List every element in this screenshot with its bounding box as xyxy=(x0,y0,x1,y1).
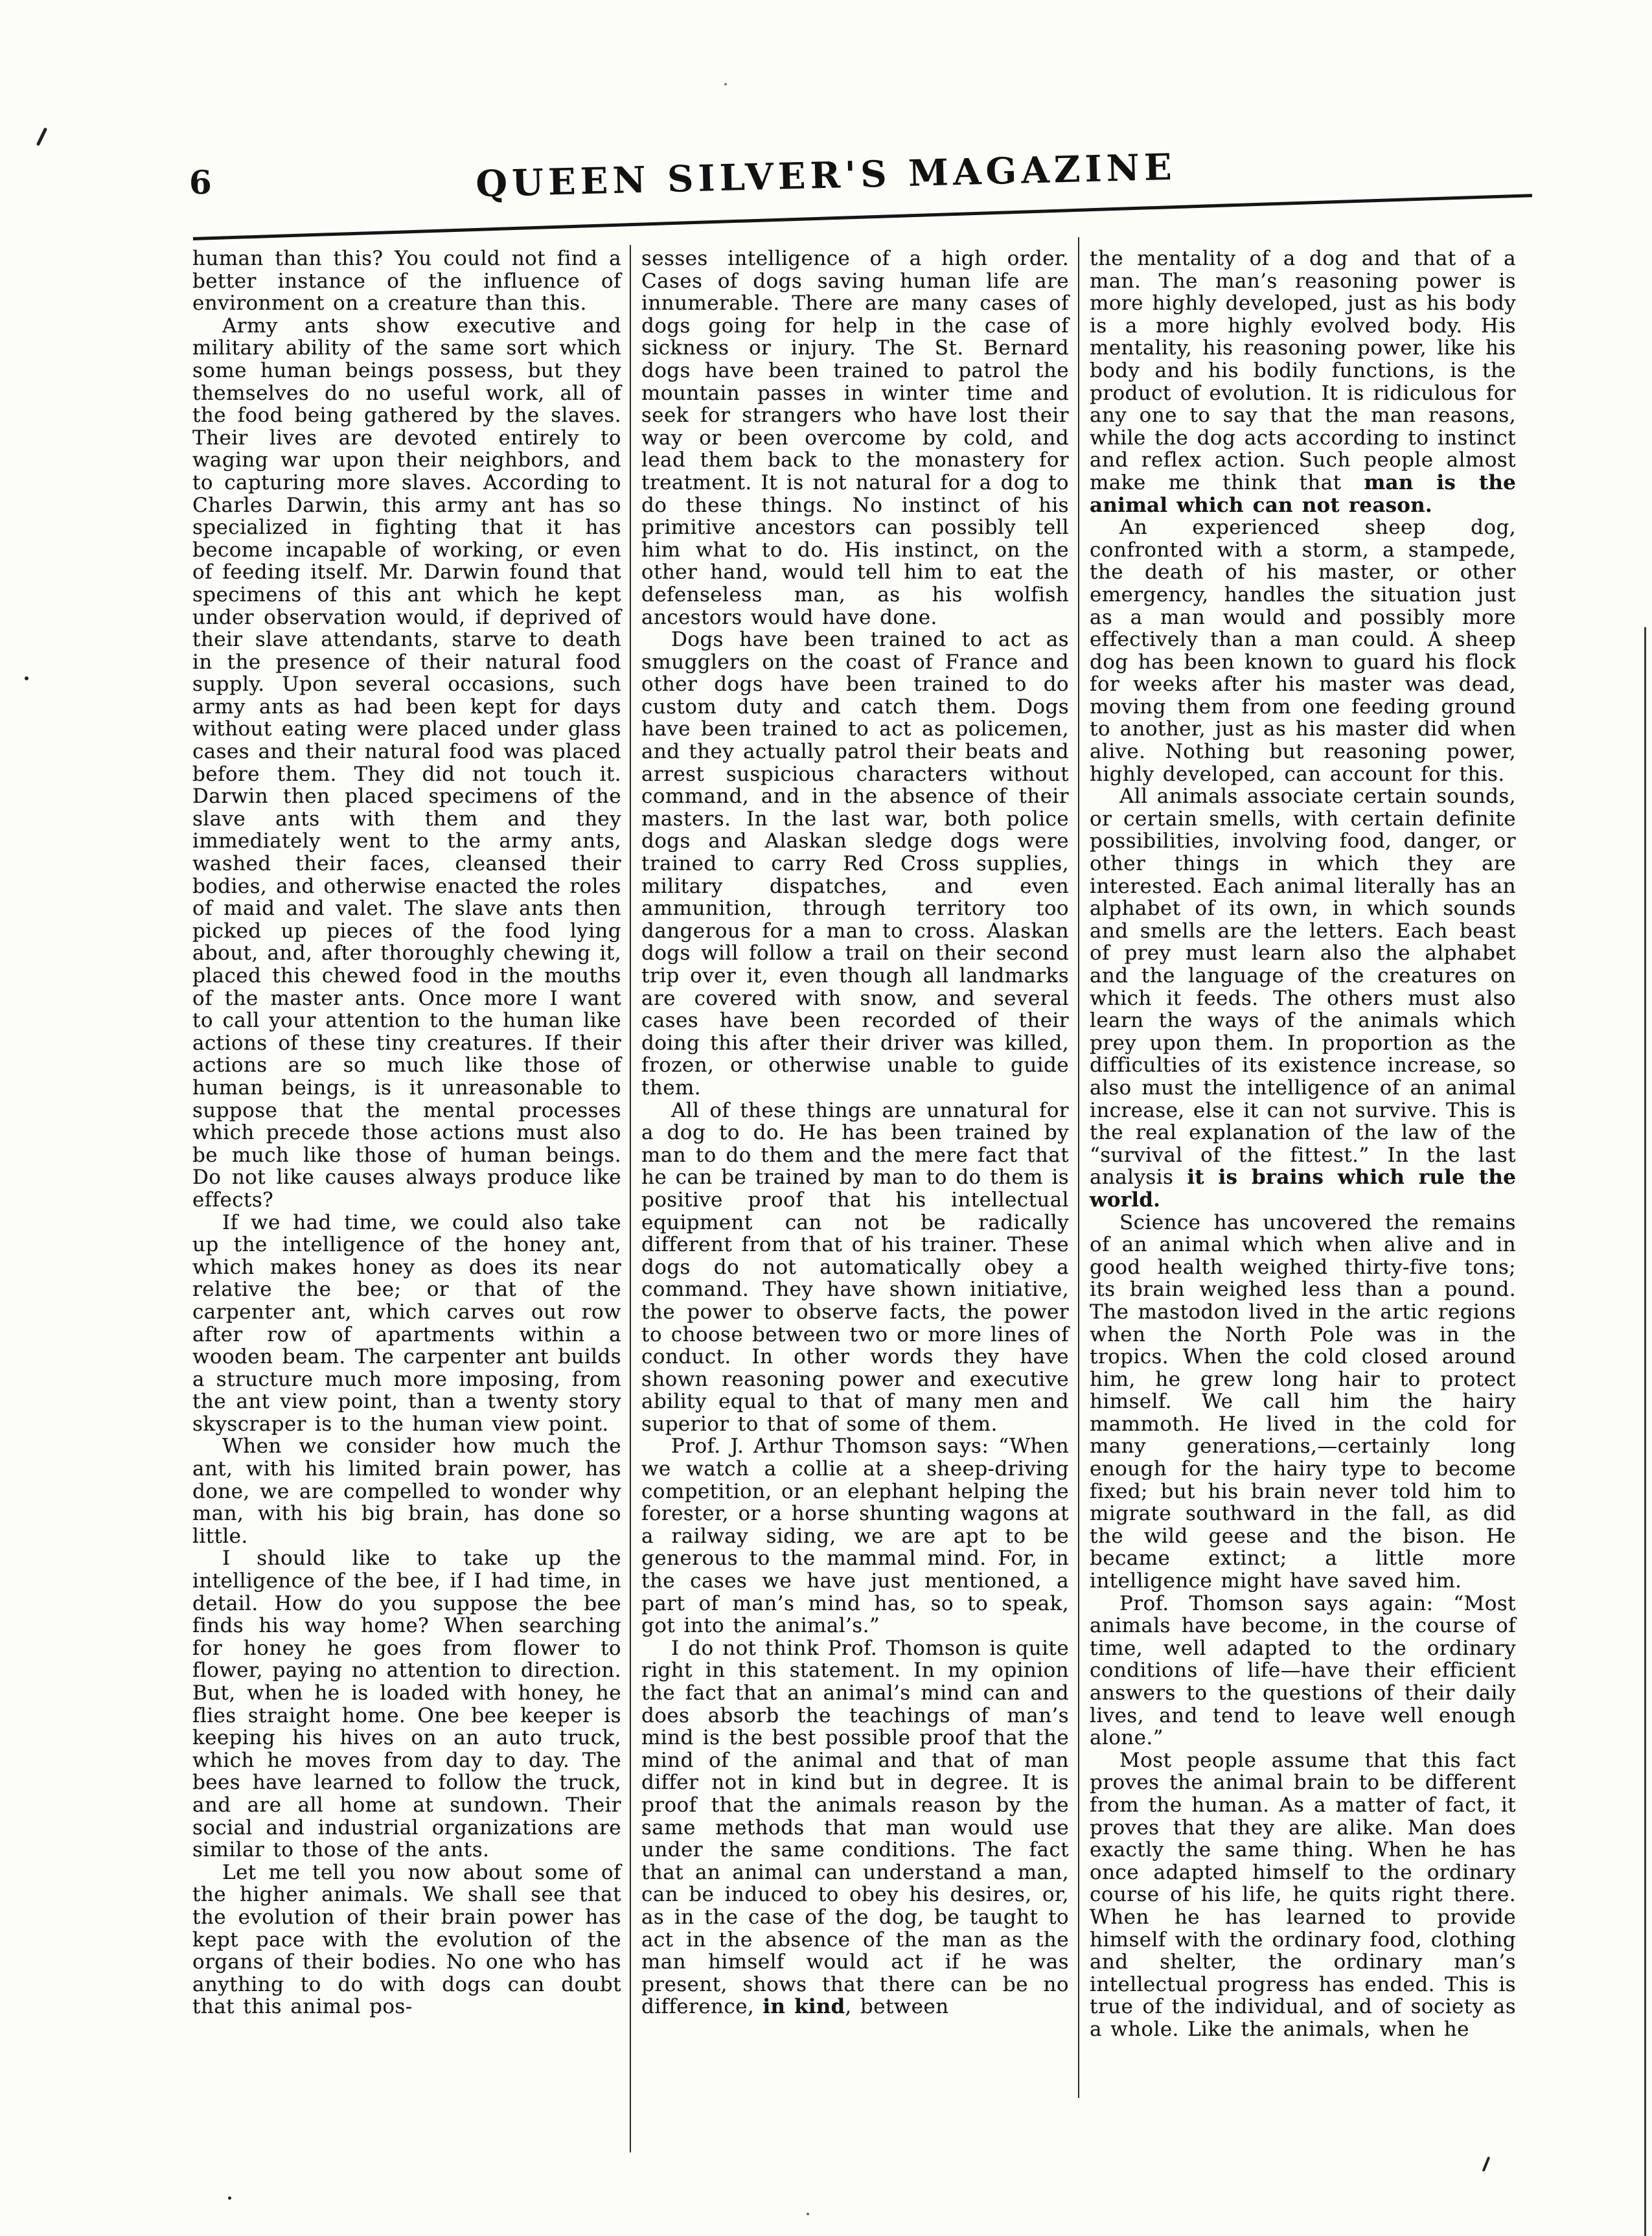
body-text: All of these things are unnatural for a dog to do. He has been trained by man to do them and the mere fact that he can be trained by man to do them is positive proof that his intellectual equipment can not be radically different from that of his trainer. These dogs do not automatically obey a command. They have shown initiative, the power to observe facts, the power to choose between two or more lines of conduct. In other words they have shown reasoning power and executive ability equal to that of many men and superior to that of some of them. xyxy=(641,1098,1069,1436)
scan-artifact xyxy=(724,83,727,86)
body-text: sesses intelligence of a high order. Cases of dogs saving human life are innumerable. There are many cases of dogs going for help in the case of sickness or injury. The St. Bernard dogs have been trained to patrol the mountain passes in winter time and seek for strangers who have lost their way or been overcome by cold, and lead them back to the monastery for treatment. It is not natural for a dog to do these things. No instinct of his primitive ancestors can possibly tell him what to do. His instinct, on the other hand, would tell him to eat the defenseless man, as his wolfish ancestors would have done. xyxy=(641,247,1069,629)
scan-artifact xyxy=(36,127,48,146)
paragraph xyxy=(192,315,621,1212)
paragraph xyxy=(1090,1749,1516,2041)
bold-text: it is brains which rule the world. xyxy=(1090,1166,1517,1212)
scan-artifact xyxy=(1482,2156,1491,2172)
bold-text: man is the animal which can not reason. xyxy=(1090,470,1517,517)
paragraph xyxy=(192,1212,621,1436)
page-number: 6 xyxy=(189,163,212,202)
paragraph xyxy=(192,1547,621,1861)
text-column-2 xyxy=(641,248,1069,2018)
body-text: Prof. Thomson says again: “Most animals have become, in the course of time, well adapted to the ordinary conditions of life—have their efficient answers to the questions of their daily lives, and tend to leave well enough alone.” xyxy=(1090,1591,1516,1750)
scan-artifact xyxy=(25,676,29,680)
body-text: Science has uncovered the remains of an animal which when alive and in good health weighed thirty-five tons; its brain weighed less than a pound. The mastodon lived in the artic regions when the North Pole was in the tropics. When the cold closed around him, he grew long hair to protect himself. We call him the hairy mammoth. He lived in the cold for many generations,—certainly long enough for the hairy type to become fixed; but his brain never told him to migrate southward in the fall, as did the wild geese and the bison. He became extinct; a little more intelligence might have saved him. xyxy=(1090,1210,1516,1593)
paragraph xyxy=(192,1435,621,1547)
scan-edge-line xyxy=(1644,627,1646,2236)
body-text: Let me tell you now about some of the higher animals. We shall see that the evolution of their brain power has kept pace with the evolution of the organs of their bodies. No one who has anything to do with dogs can doubt that this animal pos- xyxy=(192,1860,621,2019)
body-text: Most people assume that this fact proves the animal brain to be different from the human. As a matter of fact, it proves that they are alike. Man does exactly the same thing. When he has once adapted himself to the ordinary course of his life, he quits right there. When he has learned to provide himself with the ordinary food, clothing and shelter, the ordinary man’s intellectual progress has ended. This is true of the individual, and of society as a whole. Like the animals, when he xyxy=(1090,1748,1516,2041)
body-text: , between xyxy=(845,1995,949,2019)
text-column-1 xyxy=(192,248,621,2018)
body-text: I do not think Prof. Thomson is quite right in this statement. In my opinion the fact that an animal’s mind can and does absorb the teachings of man’s mind is the best possible proof that the mind of the animal and that of man differ not in kind but in degree. It is proof that the animals reason by the same methods that man would use under the same conditions. The fact that an animal can understand a man, can be induced to obey his desires, or, as in the case of the dog, be taught to act in the absence of the man as the man himself would act if he was present, shows that there can be no difference, xyxy=(641,1636,1069,2019)
magazine-title: QUEEN SILVER'S MAGAZINE xyxy=(475,145,1177,206)
paragraph xyxy=(1090,516,1516,785)
body-text: All animals associate certain sounds, or certain smells, with certain definite possibilities, involving food, danger, or other things in which they are interested. Each animal literally has an alphabet of its own, in which sounds and smells are the letters. Each beast of prey must learn also the alphabet and the language of the creatures on which it feeds. The others must also learn the ways of the animals which prey upon them. In proportion as the difficulties of its existence increase, so also must the intelligence of an animal increase, else it can not survive. This is the real explanation of the law of the “survival of the fittest.” In the last analysis xyxy=(1090,785,1516,1190)
body-text: human than this? You could not find a better instance of the influence of environment on a creature than this. xyxy=(192,247,621,316)
scan-artifact xyxy=(807,2213,809,2215)
paragraph xyxy=(641,248,1069,628)
paragraph xyxy=(192,248,621,315)
body-text: the mentality of a dog and that of a man. The man’s reasoning power is more highly developed, just as his body is a more highly evolved body. His mentality, his reasoning power, like his body and his bodily functions, is the product of evolution. It is ridiculous for any one to say that the man reasons, while the dog acts according to instinct and reflex action. Such people almost make me think that xyxy=(1090,247,1516,494)
paragraph xyxy=(641,1435,1069,1637)
bold-text: in kind xyxy=(763,1995,845,2019)
paragraph xyxy=(1090,248,1516,516)
paragraph xyxy=(641,628,1069,1099)
paragraph xyxy=(1090,1593,1516,1749)
column-divider-2 xyxy=(1078,237,1079,2098)
paragraph xyxy=(1090,785,1516,1211)
paragraph xyxy=(641,1637,1069,2018)
body-text: Prof. J. Arthur Thomson says: “When we watch a collie at a sheep-driving competition, or an elephant helping the forester, or a horse shunting wagons at a railway siding, we are apt to be generous to the mammal mind. For, in the cases we have just mentioned, a part of man’s mind has, so to speak, got into the animal’s.” xyxy=(641,1435,1069,1638)
column-divider-1 xyxy=(630,245,631,2152)
body-text: If we had time, we could also take up the intelligence of the honey ant, which makes honey as does its near relative the bee; or that of the carpenter ant, which carves out row after row of apartments within a wooden beam. The carpenter ant builds a structure much more imposing, from the ant view point, than a twenty story skyscraper is to the human view point. xyxy=(192,1210,621,1436)
body-text: An experienced sheep dog, confronted with a storm, a stampede, the death of his master, or other emergency, handles the situation just as a man would and possibly more effectively than a man could. A sheep dog has been known to guard his flock for weeks after his master was dead, moving them from one feeding ground to another, just as his master did when alive. Nothing but reasoning power, highly developed, can account for this. xyxy=(1090,516,1516,786)
body-text: Dogs have been trained to act as smugglers on the coast of France and other dogs have been trained to do custom duty and catch them. Dogs have been trained to act as policemen, and they actually patrol their beats and arrest suspicious characters without command, and in the absence of their masters. In the last war, both police dogs and Alaskan sledge dogs were trained to carry Red Cross supplies, military dispatches, and even ammunition, through territory too dangerous for a man to cross. Alaskan dogs will follow a trail on their second trip over it, even though all landmarks are covered with snow, and several cases have been recorded of their doing this after their driver was killed, frozen, or otherwise unable to guide them. xyxy=(641,628,1069,1100)
body-text: When we consider how much the ant, with his limited brain power, has done, we are compelled to wonder why man, with his big brain, has done so little. xyxy=(192,1435,621,1548)
text-column-3 xyxy=(1090,248,1516,2041)
body-text: I should like to take up the intelligence of the bee, if I had time, in detail. How do you suppose the bee finds his way home? When searching for honey he goes from flower to flower, paying no attention to direction. But, when he is loaded with honey, he flies straight home. One bee keeper is keeping his hives on an auto truck, which he moves from day to day. The bees have learned to follow the truck, and are all home at sundown. Their social and industrial organizations are similar to those of the ants. xyxy=(192,1547,621,1862)
body-text: Army ants show executive and military ability of the same sort which some human beings possess, but they themselves do no useful work, all of the food being gathered by the slaves. Their lives are devoted entirely to waging war upon their neighbors, and to capturing more slaves. According to Charles Darwin, this army ant has so specialized in fighting that it has become incapable of working, or even of feeding itself. Mr. Darwin found that specimens of this ant which he kept under observation would, if deprived of their slave attendants, starve to death in the presence of their natural food supply. Upon several occasions, such army ants as had been kept for days without eating were placed under glass cases and their natural food was placed before them. They did not touch it. Darwin then placed specimens of the slave ants with them and they immediately went to the army ants, washed their faces, cleansed their bodies, and otherwise enacted the roles of maid and valet. The slave ants then picked up pieces of the food lying about, and, after thoroughly chewing it, placed this chewed food in the mouths of the master ants. Once more I want to call your attention to the human like actions of these tiny creatures. If their actions are so much like those of human beings, is it unreasonable to suppose that the mental processes which precede those actions must also be much like those of human beings. Do not like causes always produce like effects? xyxy=(192,314,621,1212)
paragraph xyxy=(192,1861,621,2018)
scan-artifact xyxy=(228,2196,231,2200)
paragraph xyxy=(641,1100,1069,1436)
paragraph xyxy=(1090,1212,1516,1593)
